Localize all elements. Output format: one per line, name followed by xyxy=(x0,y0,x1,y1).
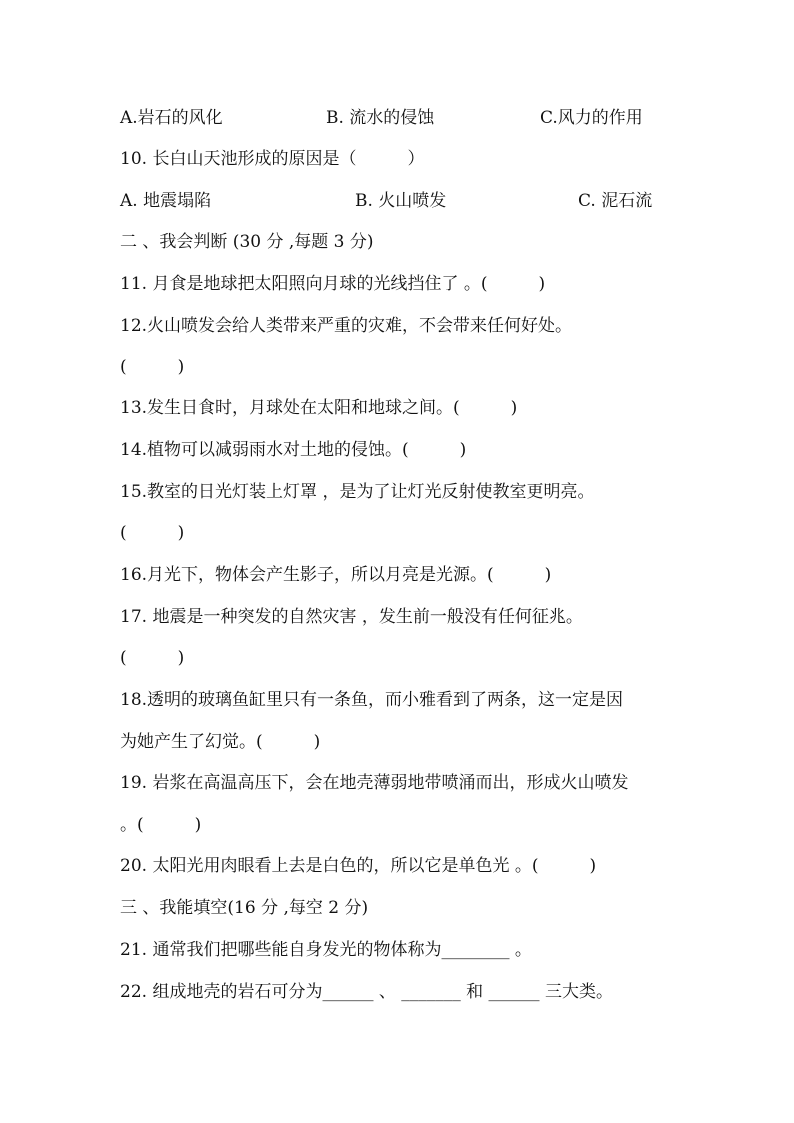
q9-option-b: B. 流水的侵蚀 xyxy=(326,108,435,128)
q16: 16.月光下，物体会产生影子，所以月亮是光源。( ) xyxy=(120,565,552,585)
q22: 22. 组成地壳的岩石可分为______ 、 _______ 和 ______ 三大类。 xyxy=(120,982,613,1002)
section-3-title: 三 、我能填空(16 分 ,每空 2 分) xyxy=(120,898,369,918)
q9-option-c: C.风力的作用 xyxy=(540,108,643,128)
q14: 14.植物可以减弱雨水对土地的侵蚀。( ) xyxy=(120,440,467,460)
q12-line-1: 12.火山喷发会给人类带来严重的灾难，不会带来任何好处。 xyxy=(120,316,573,336)
q10-option-b: B. 火山喷发 xyxy=(355,191,447,211)
q9-option-a: A.岩石的风化 xyxy=(120,108,223,128)
q19-line-2: 。( ) xyxy=(120,815,202,835)
q12-line-2: ( ) xyxy=(120,357,185,377)
q15-line-1: 15.教室的日光灯装上灯罩 ，是为了让灯光反射使教室更明亮。 xyxy=(120,482,595,502)
q17-line-2: ( ) xyxy=(120,648,185,668)
q21: 21. 通常我们把哪些能自身发光的物体称为________ 。 xyxy=(120,940,532,960)
q10-stem: 10. 长白山天池形成的原因是（ ） xyxy=(120,149,425,169)
q15-line-2: ( ) xyxy=(120,523,185,543)
q20: 20. 太阳光用肉眼看上去是白色的，所以它是单色光 。( ) xyxy=(120,856,597,876)
q17-line-1: 17. 地震是一种突发的自然灾害 ，发生前一般没有任何征兆。 xyxy=(120,607,583,627)
q18-line-1: 18.透明的玻璃鱼缸里只有一条鱼，而小雅看到了两条，这一定是因 xyxy=(120,690,624,710)
q18-line-2: 为她产生了幻觉。( ) xyxy=(120,732,321,752)
section-2-title: 二 、我会判断 (30 分 ,每题 3 分) xyxy=(120,232,374,252)
q11: 11. 月食是地球把太阳照向月球的光线挡住了 。( ) xyxy=(120,274,546,294)
q10-option-c: C. 泥石流 xyxy=(578,191,653,211)
q19-line-1: 19. 岩浆在高温高压下，会在地壳薄弱地带喷涌而出，形成火山喷发 xyxy=(120,773,629,793)
q13: 13.发生日食时，月球处在太阳和地球之间。( ) xyxy=(120,398,518,418)
q10-option-a: A. 地震塌陷 xyxy=(120,191,212,211)
